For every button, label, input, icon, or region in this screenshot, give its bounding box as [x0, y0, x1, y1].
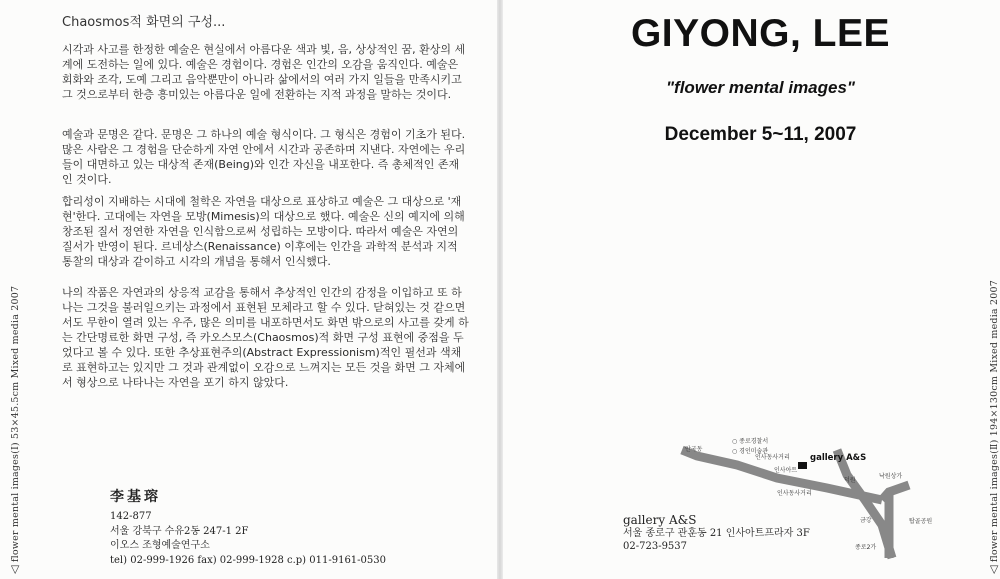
map-label-insa-art: 인사아트	[774, 467, 798, 474]
essay-paragraph-1: 시각과 사고를 한정한 예술은 현실에서 아름다운 색과 빛, 음, 상상적인 꿈, 환상의 세계에 도전하는 일에 있다. 예술은 경험이다. 경험은 인간의 오감을 움직인다. 예술은 회화와 조각, 도예 그리고 음악뿐만이 아니라 삶에서의 여러 가지 일들을 만족시키고 그 것으로부터 한층 흥미있는 아름다운 일에 전환하는 지적 과정을 말하는 것이다.	[62, 43, 466, 101]
map-label-kyungin: ○ 경인미술관	[732, 448, 769, 455]
contact-address: 서울 강북구 수유2동 247-1 2F	[110, 525, 249, 537]
exhibition-subtitle: "flower mental images"	[665, 78, 855, 97]
contact-phones: tel) 02-999-1926 fax) 02-999-1928 c.p) 011-9161-0530	[110, 554, 386, 566]
essay-paragraph-3: 합리성이 지배하는 시대에 철학은 자연을 대상으로 표상하고 예술은 그 대상으로 '재현'한다. 고대에는 자연을 모방(Mimesis)의 대상으로 했다. 예술은 신의 예지에 의해 창조된 질서 정연한 자연을 인식함으로써 성립하는 모방이다. 따라서 예술은 자연의 질서가 반영이 된다. 르네상스(Renaissance) 이후에는 인간을 과학적 분석과 지적 통찰의 대상과 같이하고 시각의 개념을 통해서 인식했다.	[62, 195, 465, 268]
left-page	[0, 0, 497, 579]
triangle-marker-icon: ◁	[8, 565, 21, 574]
essay-paragraph-2: 예술과 문명은 같다. 문명은 그 하나의 예술 형식이다. 그 형식은 경험이 기초가 된다. 많은 사람은 그 경험을 단순하게 자연 안에서 시간과 공존하며 지낸다. 자연에는 우리들이 대면하고 있는 대상적 존재(Being)와 인간 자신을 내포한다. 즉 총체적인 존재 인 것이다.	[62, 128, 466, 186]
gallery-info	[623, 513, 810, 553]
artist-contact	[110, 486, 386, 568]
map-label-tapgol: 탑골공원	[909, 518, 933, 525]
gallery-address: 서울 종로구 관훈동 21 인사아트프라자 3F	[623, 528, 810, 539]
essay-title: Chaosmos적 화면의 구성...	[62, 15, 226, 30]
essay-paragraph-4: 나의 작품은 자연과의 상응적 교감을 통해서 추상적인 인간의 감정을 이입하고 또 하나는 그것을 불러일으키는 과정에서 표현된 모체라고 할 수 있다. 닫혀있는 것 같으면서도 무한이 열려 있는 우주, 많은 의미를 내포하면서도 화면 밖으로의 사고를 갖게 하는 간단명료한 화면 구성, 즉 카오스모스(Chaosmos)적 화면 구성 표현에 중점을 두었다고 볼 수 있다. 또한 추상표현주의(Abstract Expressionism)적인 필선과 색채로 표현하고는 있지만 그 것과 관계없이 오감으로 느껴지는 모든 것을 화면 그 자체에서 형상으로 나타나는 자연을 포기 하지 않았다.	[62, 286, 469, 389]
map-label-insa-a: 인사동사거리	[755, 454, 790, 461]
artist-title: GIYONG, LEE	[630, 12, 891, 55]
map-label-jongno: 종로2가	[855, 544, 877, 551]
gallery-phone: 02-723-9537	[623, 541, 688, 552]
map-label-insa-b: 인사동사거리	[777, 490, 812, 497]
contact-organization: 이오스 조형예술연구소	[110, 540, 210, 551]
gallery-name: gallery A&S	[623, 513, 697, 527]
exhibition-dates: December 5~11, 2007	[664, 124, 857, 145]
triangle-marker-icon: ◁	[987, 565, 1000, 574]
map-label-gwangjang: 금강	[860, 517, 872, 524]
map-label-anguk: 안국동	[685, 446, 703, 453]
left-side-caption: ◁ flower mental images(Ⅰ) 53×45.5cm Mixed media 2007	[8, 285, 21, 574]
map-label-gallery: gallery A&S	[810, 453, 867, 463]
artist-name-hanja: 李基瑢	[110, 489, 161, 505]
right-side-caption: ◁ flower mental images(Ⅱ) 194×130cm Mixed media 2007	[987, 280, 1000, 574]
map-label-nakwon: 낙원상가	[879, 473, 903, 480]
gallery-location-marker	[798, 462, 807, 469]
map-label-police: ○ 종로경찰서	[732, 438, 769, 445]
postal-code: 142-877	[110, 511, 152, 522]
map-label-dukwon: 덕원	[844, 477, 856, 484]
